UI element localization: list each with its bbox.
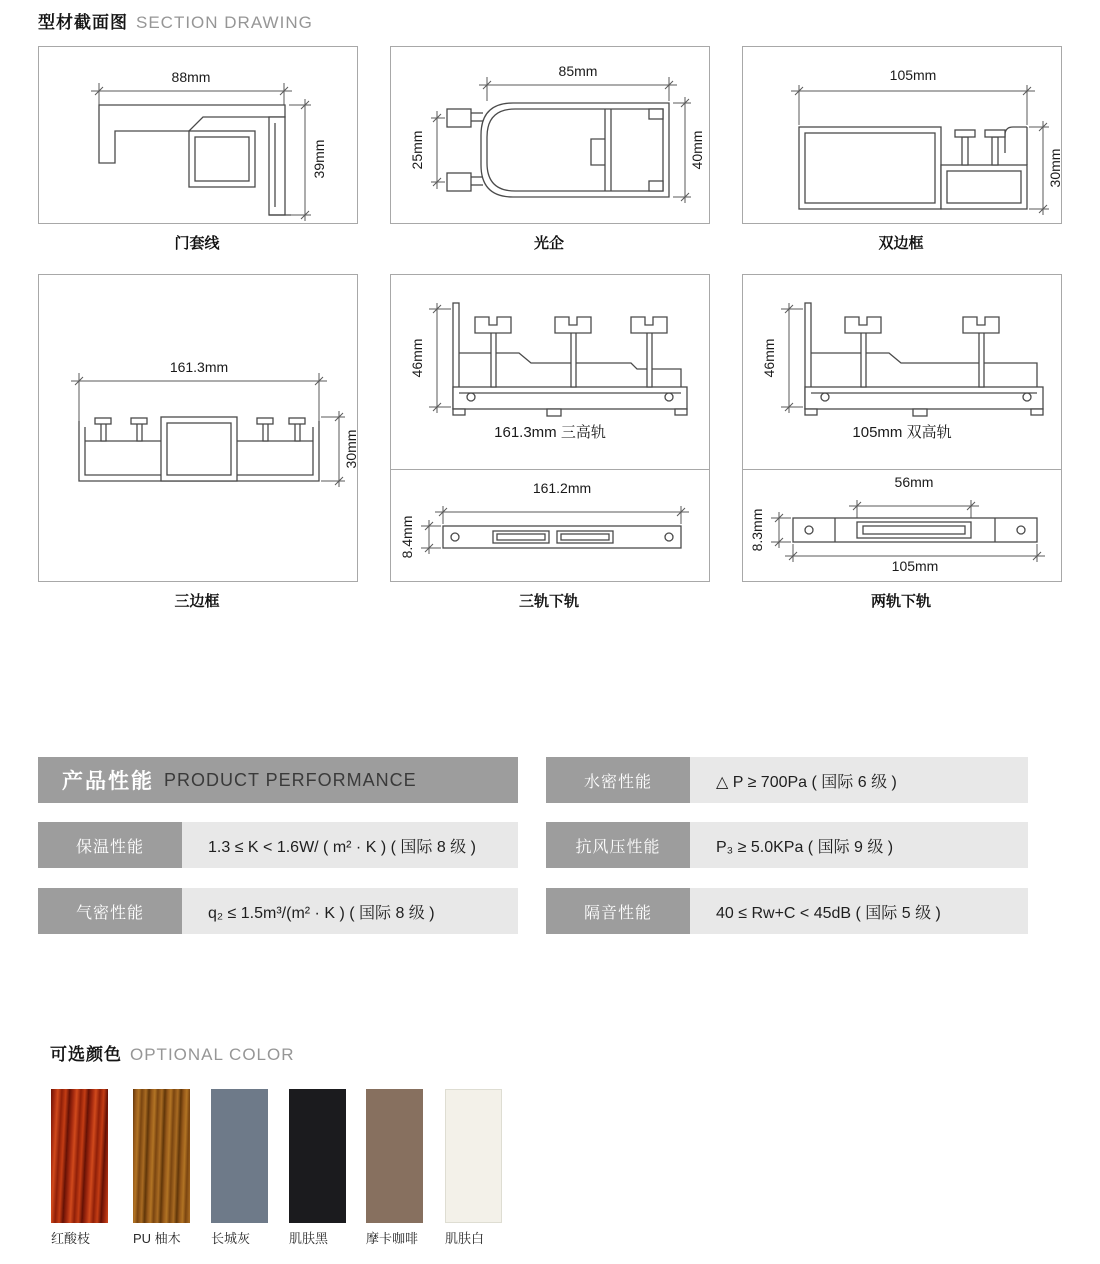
dim-label-height-bottom: 8.4mm: [399, 515, 415, 559]
swatch-label-greatwall-gray: 长城灰: [211, 1231, 251, 1246]
swatch-label-skin-white: 肌肤白: [445, 1231, 485, 1246]
color-swatch-pu-teak: [133, 1089, 190, 1223]
perf-label-insulation: 保温性能: [38, 822, 182, 868]
perf-value-airtightness: q₂ ≤ 1.5m³/(m² · K ) ( 国际 8 级 ): [182, 888, 518, 934]
color-swatch-hongsuanzhi: [51, 1089, 108, 1223]
profile-drawing-sanbiankuang: [39, 275, 357, 581]
swatch-label-hongsuanzhi: 红酸枝: [51, 1231, 91, 1246]
inbox-label-shuanggaogui: 105mm 双高轨: [852, 424, 952, 441]
dim-label-height: 30mm: [1047, 148, 1063, 188]
dim-label-height-top: 46mm: [409, 338, 425, 378]
dim-label-right: 40mm: [689, 130, 705, 170]
color-swatch-mocha-coffee: [366, 1089, 423, 1223]
optional-color-title: [50, 1040, 295, 1065]
color-swatch-greatwall-gray: [211, 1089, 268, 1223]
profile-box-shuangbiankuang: [742, 46, 1062, 224]
perf-label-sound-insulation: 隔音性能: [546, 888, 690, 934]
swatch-label-skin-black: 肌肤黑: [289, 1231, 329, 1246]
profile-box-sanguixiagui: [390, 274, 710, 582]
dim-label-width: 161.3mm: [169, 359, 229, 375]
optional-color-title-cn: 可选颜色: [50, 1045, 122, 1064]
color-swatch-skin-black: [289, 1089, 346, 1223]
dim-label-height: 30mm: [343, 429, 359, 469]
dim-label-width: 105mm: [889, 67, 937, 83]
perf-label-wind-resistance: 抗风压性能: [546, 822, 690, 868]
dim-label-width: 85mm: [558, 63, 598, 79]
dim-label-width-bottom: 161.2mm: [532, 480, 592, 496]
perf-value-watertightness: △ P ≥ 700Pa ( 国际 6 级 ): [690, 757, 1028, 803]
profile-caption-sanbiankuang: 三边框: [174, 593, 220, 610]
inbox-label-sangaogui: 161.3mm 三高轨: [494, 424, 606, 441]
color-swatch-skin-white: [445, 1089, 502, 1223]
perf-label-airtightness: 气密性能: [38, 888, 182, 934]
profile-box-mentaoxian: [38, 46, 358, 224]
dim-label-left: 25mm: [409, 130, 425, 170]
dim-label-height: 39mm: [311, 139, 327, 179]
section-drawing-title-cn: 型材截面图: [38, 13, 128, 32]
profile-caption-guangqi: 光企: [533, 235, 564, 252]
profile-caption-mentaoxian: 门套线: [174, 235, 220, 252]
perf-value-insulation: 1.3 ≤ K < 1.6W/ ( m² · K ) ( 国际 8 级 ): [182, 822, 518, 868]
profile-caption-sanguixiagui: 三轨下轨: [518, 593, 579, 610]
dim-label-width-bottom: 105mm: [891, 558, 939, 574]
performance-header: [38, 757, 518, 803]
section-drawing-title-en: SECTION DRAWING: [136, 13, 313, 32]
dim-label-height-bottom: 8.3mm: [749, 508, 765, 552]
performance-title-cn: 产品性能: [62, 770, 154, 793]
profile-box-sanbiankuang: [38, 274, 358, 582]
swatch-label-mocha-coffee: 摩卡咖啡: [366, 1231, 419, 1246]
section-drawing-title: [38, 8, 313, 33]
dim-label-height-top: 46mm: [761, 338, 777, 378]
perf-label-watertightness: 水密性能: [546, 757, 690, 803]
perf-value-sound-insulation: 40 ≤ Rw+C < 45dB ( 国际 5 级 ): [690, 888, 1028, 934]
perf-value-wind-resistance: P₃ ≥ 5.0KPa ( 国际 9 级 ): [690, 822, 1028, 868]
swatch-label-pu-teak: PU 柚木: [133, 1231, 181, 1246]
dim-label-width: 88mm: [171, 69, 211, 85]
profile-box-guangqi: [390, 46, 710, 224]
profile-caption-liangguixiagui: 两轨下轨: [870, 593, 931, 610]
dim-label-inner-bottom: 56mm: [894, 474, 934, 490]
performance-title-en: PRODUCT PERFORMANCE: [164, 769, 417, 790]
profile-box-liangguixiagui: [742, 274, 1062, 582]
profile-caption-shuangbiankuang: 双边框: [878, 235, 924, 252]
optional-color-title-en: OPTIONAL COLOR: [130, 1045, 295, 1064]
